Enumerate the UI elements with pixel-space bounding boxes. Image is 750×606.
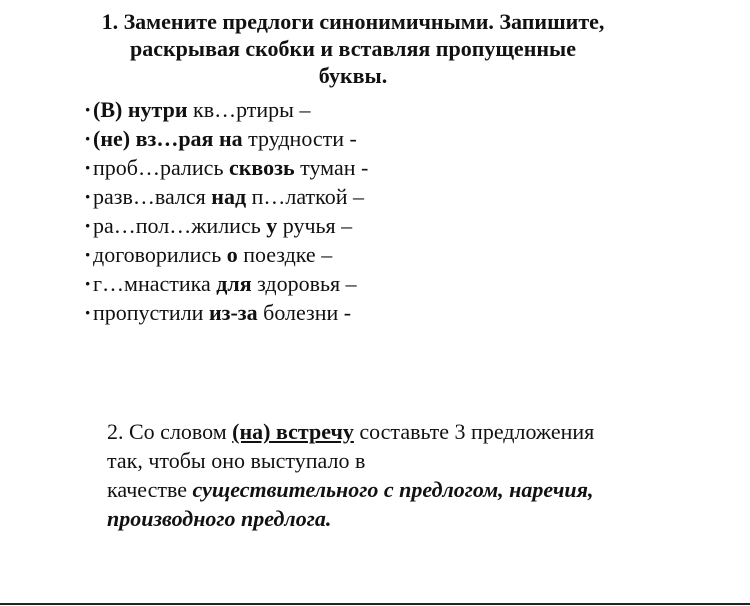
bullet-icon: · [84,213,92,238]
task2-emphasis: производного предлога. [107,506,332,531]
list-item [84,95,368,124]
list-item [84,298,368,327]
list-item [84,269,368,298]
task1-heading-line: буквы. [318,63,388,88]
item-text: трудности - [242,126,357,151]
item-text: кв…ртиры – [187,97,311,122]
bullet-icon: · [84,155,92,180]
item-text: договорились [93,242,227,267]
item-preposition: из-за [208,300,258,325]
item-preposition: о [226,242,238,267]
task1-heading [100,8,606,89]
task1-heading-line: 1. Замените предлоги синонимичными. Запишите, [101,9,605,34]
task2-line [107,417,707,446]
bullet-icon: · [84,242,92,267]
item-text: г…мнастика [93,271,217,296]
list-item [84,124,368,153]
task2-intro: 2. Со словом [107,419,233,444]
task2-line [107,475,707,504]
item-text: п…латкой – [246,184,364,209]
task2-emphasis: существительного с предлогом, наречия, [192,477,594,502]
item-text: здоровья – [251,271,357,296]
item-text: пропустили [93,300,209,325]
list-item [84,182,368,211]
task2-keyword: (на) встречу [232,419,354,444]
item-text: туман - [294,155,369,180]
task2-paragraph [107,417,707,533]
task1-heading-line: раскрывая скобки и вставляя пропущенные [130,36,576,61]
task2-text: составьте 3 предложения [353,419,595,444]
task2-line: так, чтобы оно выступало в [107,448,366,473]
item-preposition: (В) нутри [93,97,188,122]
bullet-icon: · [84,97,92,122]
bullet-icon: · [84,271,92,296]
list-item [84,240,368,269]
item-text: ручья – [277,213,353,238]
bullet-icon: · [84,126,92,151]
task2-text: качестве [107,477,193,502]
item-text: ра…пол…жились [93,213,267,238]
item-preposition: над [211,184,247,209]
task1-list [84,95,368,327]
item-preposition: для [216,271,252,296]
list-item [84,153,368,182]
bottom-divider [0,603,750,605]
list-item [84,211,368,240]
item-text: проб…рались [93,155,229,180]
item-text: болезни - [257,300,352,325]
bullet-icon: · [84,300,92,325]
bullet-icon: · [84,184,92,209]
item-text: поездке – [237,242,333,267]
item-preposition: сквозь [228,155,295,180]
item-preposition: у [266,213,278,238]
item-text: разв…вался [93,184,212,209]
item-preposition: (не) вз…рая на [93,126,243,151]
